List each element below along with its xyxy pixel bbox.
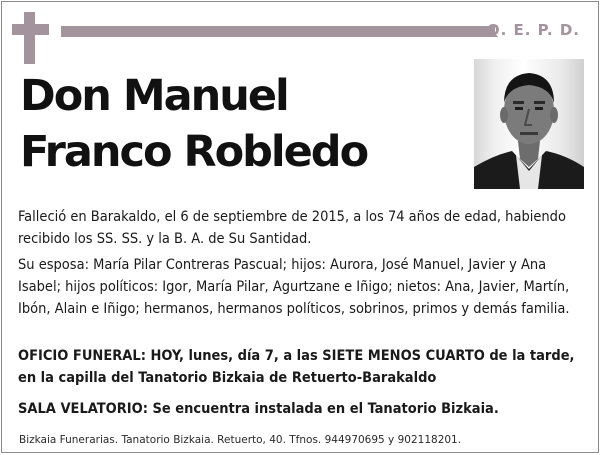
qepd-label: Q. E. P. D. <box>486 21 580 39</box>
funeral-home-footer: Bizkaia Funerarias. Tanatorio Bizkaia. Retuerto, 40. Tfnos. 944970695 y 902118201. <box>19 434 462 446</box>
obituary-notice <box>1 1 599 453</box>
cross-icon <box>24 12 35 64</box>
portrait-photo <box>474 59 584 189</box>
deceased-name <box>20 68 367 180</box>
cross-icon-bar <box>12 24 49 35</box>
funeral-service-text: OFICIO FUNERAL: HOY, lunes, día 7, a las SIETE MENOS CUARTO de la tarde, en la capilla del Tanatorio Bizkaia de Retuerto-Barakaldo <box>18 348 575 386</box>
wake-room-text: SALA VELATORIO: Se encuentra instalada en el Tanatorio Bizkaia. <box>18 401 499 417</box>
header-rule <box>61 26 495 37</box>
portrait-image <box>474 59 584 189</box>
family-list-text: Su esposa: María Pilar Contreras Pascual; hijos: Aurora, José Manuel, Javier y Ana Isabel; hijos políticos: Igor, María Pilar, Agurtzane e Iñigo; nietos: Ana, Javier, Martín, Ibón, Alain e Iñigo; hermanos, hermanos políticos, sobrinos, primos y demás familia. <box>18 257 570 317</box>
name-line-2: Franco Robledo <box>20 127 368 177</box>
death-notice-text: Falleció en Barakaldo, el 6 de septiembre de 2015, a los 74 años de edad, habiendo recibido los SS. SS. y la B. A. de Su Santidad. <box>18 209 566 247</box>
name-line-1: Don Manuel <box>20 71 288 121</box>
